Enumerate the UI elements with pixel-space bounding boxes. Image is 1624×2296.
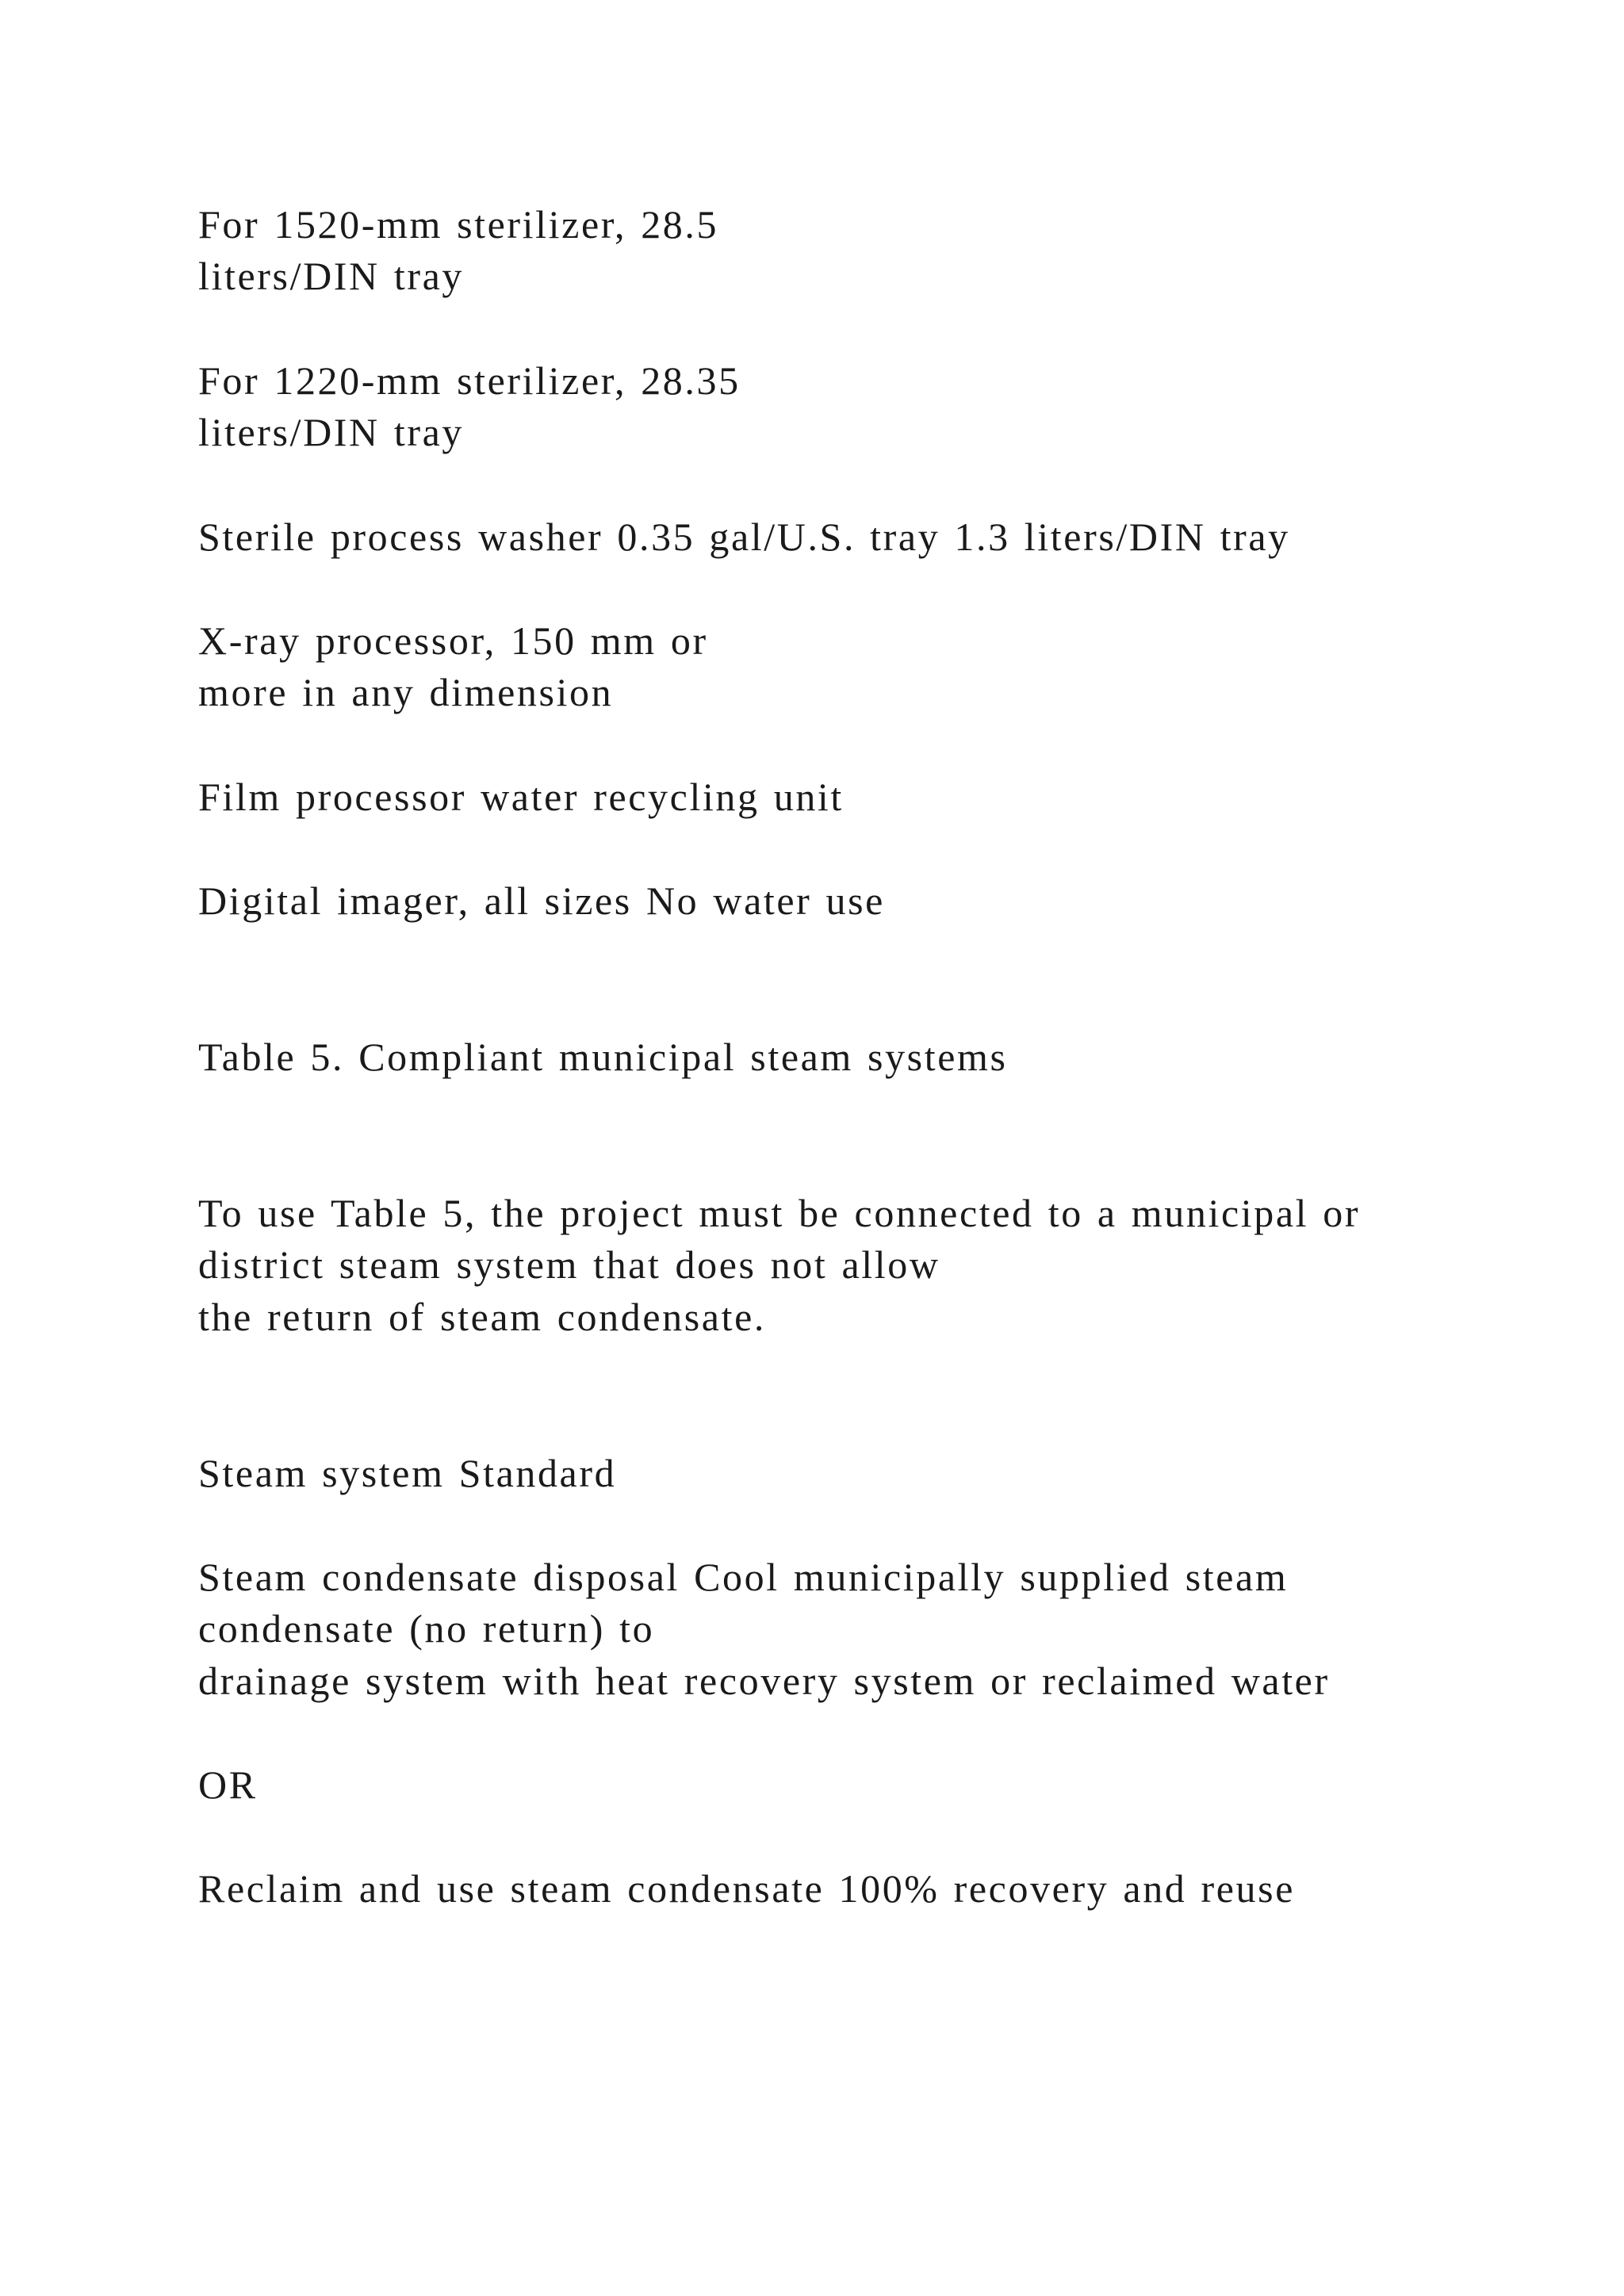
text-line: OR (198, 1762, 258, 1807)
text-line: more in any dimension (198, 670, 614, 714)
text-line: For 1520-mm sterilizer, 28.5 (198, 202, 719, 247)
text-line: liters/DIN tray (198, 254, 464, 298)
text-line: For 1220-mm sterilizer, 28.35 (198, 358, 741, 403)
text-line: To use Table 5, the project must be connected to a municipal or (198, 1191, 1361, 1235)
text-line: Sterile process washer 0.35 gal/U.S. tray 1.3 liters/DIN tray (198, 515, 1290, 559)
text-line: Steam system Standard (198, 1451, 617, 1495)
text-line: liters/DIN tray (198, 410, 464, 454)
text-line: drainage system with heat recovery system or reclaimed water (198, 1659, 1330, 1703)
text-line: Reclaim and use steam condensate 100% recovery and reuse (198, 1866, 1296, 1911)
table-caption: Table 5. Compliant municipal steam systems (198, 1035, 1008, 1079)
text-line: district steam system that does not allow (198, 1242, 940, 1287)
text-line: Film processor water recycling unit (198, 775, 844, 819)
text-line: condensate (no return) to (198, 1606, 655, 1651)
text-line: Steam condensate disposal Cool municipally supplied steam (198, 1555, 1289, 1599)
text-line: X-ray processor, 150 mm or (198, 618, 708, 663)
text-line: the return of steam condensate. (198, 1295, 766, 1339)
text-line: Digital imager, all sizes No water use (198, 878, 885, 923)
